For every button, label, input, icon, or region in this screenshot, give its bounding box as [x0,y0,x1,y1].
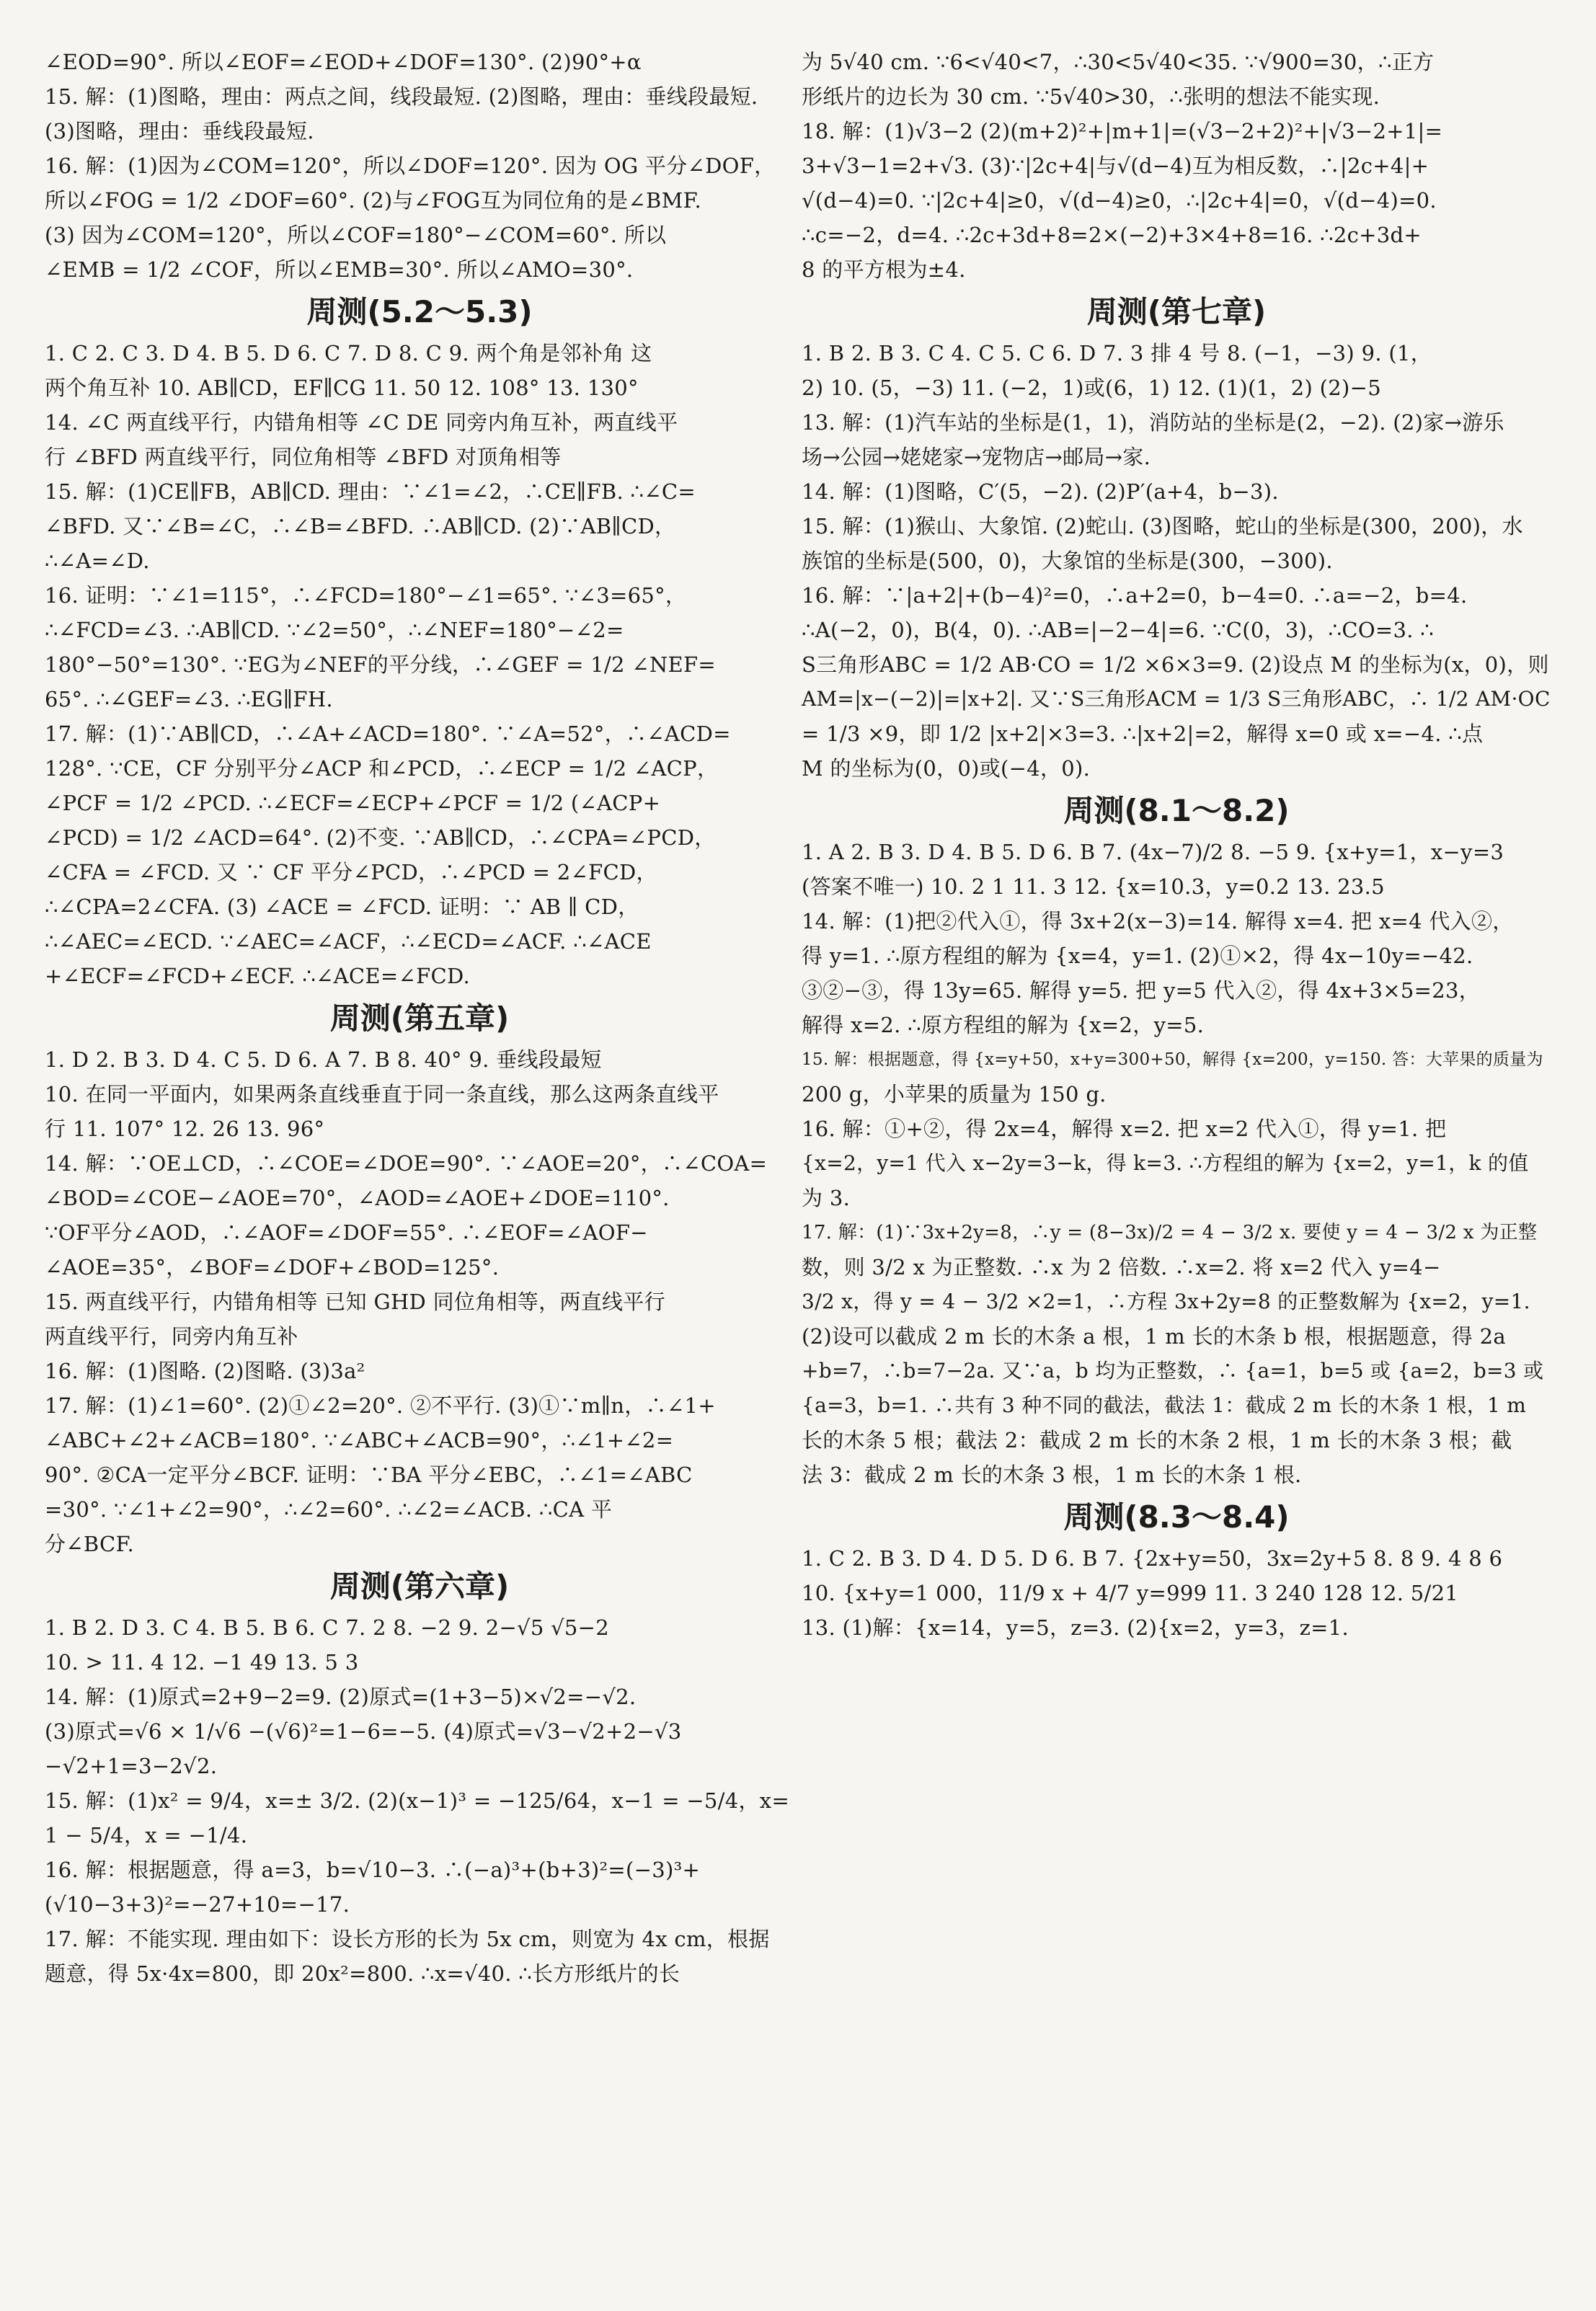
right-text-line: AM=|x−(−2)|=|x+2|. 又∵S三角形ACM = 1/3 S三角形ABC，∴ 1/2 AM·OC [802,687,1551,711]
left-text-line: ∠BFD. 又∵∠B=∠C，∴∠B=∠BFD. ∴AB∥CD. (2)∵AB∥CD， [45,514,676,538]
left-text-line: 行 ∠BFD 两直线平行，同位角相等 ∠BFD 对顶角相等 [45,445,562,469]
right-text-line: 17. 解：(1)∵3x+2y=8，∴y = (8−3x)/2 = 4 − 3/2 x. 要使 y = 4 − 3/2 x 为正整 [802,1222,1538,1243]
right-text-line: 1. B 2. B 3. C 4. C 5. C 6. D 7. 3 排 4 号 8. (−1，−3) 9. (1， [802,341,1432,365]
left-text-line: 128°. ∵CE，CF 分别平分∠ACP 和∠PCD，∴∠ECP = 1/2 ∠ACP， [45,756,719,781]
left-text-line: ∠CFA = ∠FCD. 又 ∵ CF 平分∠PCD，∴∠PCD = 2∠FCD， [45,860,657,884]
right-text-line: 15. 解：(1)猴山、大象馆. (2)蛇山. (3)图略，蛇山的坐标是(300，200)，水 [802,514,1523,538]
left-text-line: 10. 在同一平面内，如果两条直线垂直于同一条直线，那么这两条直线平 [45,1082,719,1106]
left-text-line: (3)图略，理由：垂线段最短. [45,119,314,143]
right-text-line: 10. {x+y=1 000，11/9 x + 4/7 y=999 11. 3 240 128 12. 5/21 [802,1581,1459,1605]
left-text-line: 1. C 2. C 3. D 4. B 5. D 6. C 7. D 8. C 9. 两个角是邻补角 这 [45,341,652,365]
right-text-line: 13. (1)解：{x=14，y=5，z=3. (2){x=2，y=3，z=1. [802,1615,1349,1640]
left-text-line: 14. ∠C 两直线平行，内错角相等 ∠C DE 同旁内角互补，两直线平 [45,410,678,435]
right-text-line: 长的木条 5 根；截法 2：截成 2 m 长的木条 2 根，1 m 长的木条 3 根；截 [802,1428,1512,1452]
right-text-line: {x=2，y=1 代入 x−2y=3−k，得 k=3. ∴方程组的解为 {x=2，y=1，k 的值 [802,1151,1529,1175]
right-text-line: 3+√3−1=2+√3. (3)∵|2c+4|与√(d−4)互为相反数，∴|2c+4|+ [802,154,1429,178]
right-text-line: 1. A 2. B 3. D 4. B 5. D 6. B 7. (4x−7)/2 8. −5 9. {x+y=1，x−y=3 [802,840,1504,864]
left-column [45,45,794,1991]
left-text-line: 17. 解：(1)∵AB∥CD，∴∠A+∠ACD=180°. ∵∠A=52°，∴∠ACD= [45,722,731,746]
left-text-line: 1. D 2. B 3. D 4. C 5. D 6. A 7. B 8. 40° 9. 垂线段最短 [45,1047,602,1072]
right-text-line: 16. 解：①+②，得 2x=4，解得 x=2. 把 x=2 代入①，得 y=1. 把 [802,1117,1447,1141]
left-text-line: +∠ECF=∠FCD+∠ECF. ∴∠ACE=∠FCD. [45,964,471,988]
right-text-line: S三角形ABC = 1/2 AB·CO = 1/2 ×6×3=9. (2)设点 M 的坐标为(x，0)，则 [802,652,1549,677]
right-text-line: M 的坐标为(0，0)或(−4，0). [802,756,1091,781]
right-text-line: 14. 解：(1)把②代入①，得 3x+2(x−3)=14. 解得 x=4. 把 x=4 代入②， [802,909,1514,933]
right-text-line: 法 3：截成 2 m 长的木条 3 根，1 m 长的木条 1 根. [802,1463,1302,1487]
left-section-heading: 周测(第五章) [329,1001,510,1036]
left-text-line: ∠PCF = 1/2 ∠PCD. ∴∠ECF=∠ECP+∠PCF = 1/2 (∠ACP+ [45,791,661,815]
right-text-line: {a=3，b=1. ∴共有 3 种不同的截法，截法 1：截成 2 m 长的木条 1 根，1 m [802,1393,1527,1417]
right-text-line: 18. 解：(1)√3−2 (2)(m+2)²+|m+1|=(√3−2+2)²+|√3−2+1|= [802,119,1443,143]
left-text-line: (3)原式=√6 × 1/√6 −(√6)²=1−6=−5. (4)原式=√3−√2+2−√3 [45,1719,682,1744]
left-text-line: ∴∠CPA=2∠CFA. (3) ∠ACE = ∠FCD. 证明：∵ AB ∥ CD， [45,895,639,919]
right-text-line: +b=7，∴b=7−2a. 又∵a，b 均为正整数，∴ {a=1，b=5 或 {a=2，b=3 或 [802,1359,1544,1383]
left-text-line: 65°. ∴∠GEF=∠3. ∴EG∥FH. [45,687,333,711]
right-text-line: 15. 解：根据题意，得 {x=y+50，x+y=300+50，解得 {x=200，y=150. 答：大苹果的质量为 [802,1050,1543,1069]
left-text-line: 17. 解：不能实现. 理由如下：设长方形的长为 5x cm，则宽为 4x cm，根据 [45,1927,770,1951]
left-section-heading: 周测(5.2～5.3) [306,294,533,329]
left-text-line: 180°−50°=130°. ∵EG为∠NEF的平分线，∴∠GEF = 1/2 ∠NEF= [45,652,717,677]
left-text-line: =30°. ∵∠1+∠2=90°，∴∠2=60°. ∴∠2=∠ACB. ∴CA 平 [45,1497,613,1522]
right-text-line: 形纸片的边长为 30 cm. ∵5√40>30，∴张明的想法不能实现. [802,84,1380,109]
left-text-line: ∴∠AEC=∠ECD. ∵∠AEC=∠ACF，∴∠ECD=∠ACF. ∴∠ACE [45,929,652,954]
left-text-line: 14. 解：(1)原式=2+9−2=9. (2)原式=(1+3−5)×√2=−√2. [45,1685,637,1709]
left-text-line: (√10−3+3)²=−27+10=−17. [45,1892,350,1917]
left-text-line: ∴∠FCD=∠3. ∴AB∥CD. ∵∠2=50°，∴∠NEF=180°−∠2= [45,618,624,642]
left-text-line: ∠EOD=90°. 所以∠EOF=∠EOD+∠DOF=130°. (2)90°+α [45,50,642,74]
left-text-line: 16. 解：根据题意，得 a=3，b=√10−3. ∴(−a)³+(b+3)²=(−3)³+ [45,1858,701,1882]
right-section-heading: 周测(8.1～8.2) [1063,793,1290,828]
right-text-line: = 1/3 ×9，即 1/2 |x+2|×3=3. ∴|x+2|=2，解得 x=0 或 x=−4. ∴点 [802,722,1484,746]
left-text-line: ∵OF平分∠AOD，∴∠AOF=∠DOF=55°. ∴∠EOF=∠AOF− [45,1220,648,1245]
left-text-line: 16. 解：(1)因为∠COM=120°，所以∠DOF=120°. 因为 OG 平分∠DOF， [45,154,776,178]
right-text-line: 3/2 x，得 y = 4 − 3/2 ×2=1，∴方程 3x+2y=8 的正整数解为 {x=2，y=1. [802,1290,1530,1313]
left-text-line: 10. > 11. 4 12. −1 49 13. 5 3 [45,1650,359,1675]
left-text-line: 15. 解：(1)图略，理由：两点之间，线段最短. (2)图略，理由：垂线段最短. [45,84,758,109]
right-text-line: 200 g，小苹果的质量为 150 g. [802,1082,1107,1106]
right-text-line: 数，则 3/2 x 为正整数. ∴x 为 2 倍数. ∴x=2. 将 x=2 代入 y=4− [802,1255,1441,1279]
right-text-line: 14. 解：(1)图略，C′(5，−2). (2)P′(a+4，b−3). [802,479,1279,504]
left-text-line: (3) 因为∠COM=120°，所以∠COF=180°−∠COM=60°. 所以 [45,223,667,247]
left-text-line: 16. 解：(1)图略. (2)图略. (3)3a² [45,1359,365,1383]
right-section-heading: 周测(8.3～8.4) [1063,1499,1290,1535]
right-text-line: 为 3. [802,1186,851,1210]
right-text-line: 为 5√40 cm. ∵6<√40<7，∴30<5√40<35. ∵√900=30，∴正方 [802,50,1435,74]
left-text-line: ∠ABC+∠2+∠ACB=180°. ∵∠ABC+∠ACB=90°，∴∠1+∠2= [45,1428,674,1452]
left-text-line: 16. 证明：∵∠1=115°，∴∠FCD=180°−∠1=65°. ∵∠3=65°， [45,583,687,608]
left-text-line: 两直线平行，同旁内角互补 [45,1324,298,1349]
left-text-line: 行 11. 107° 12. 26 13. 96° [45,1117,325,1141]
right-text-line: ∴A(−2，0)，B(4，0). ∴AB=|−2−4|=6. ∵C(0，3)，∴CO=3. ∴ [802,618,1435,642]
left-text-line: 15. 解：(1)x² = 9/4，x=± 3/2. (2)(x−1)³ = −125/64，x−1 = −5/4，x= [45,1788,790,1813]
right-text-line: 13. 解：(1)汽车站的坐标是(1，1)，消防站的坐标是(2，−2). (2)家→游乐 [802,410,1504,435]
left-text-line: 17. 解：(1)∠1=60°. (2)①∠2=20°. ②不平行. (3)①∵m∥n，∴∠1+ [45,1393,716,1418]
right-text-line: ③②−③，得 13y=65. 解得 y=5. 把 y=5 代入②，得 4x+3×5=23， [802,978,1481,1003]
left-text-line: 两个角互补 10. AB∥CD，EF∥CG 11. 50 12. 108° 13. 130° [45,376,639,400]
right-text-line: ∴c=−2，d=4. ∴2c+3d+8=2×(−2)+3×4+8=16. ∴2c+3d+ [802,223,1422,247]
right-text-line: 8 的平方根为±4. [802,257,966,282]
right-column [802,45,1551,1645]
left-text-line: ∴∠A=∠D. [45,549,150,573]
right-text-line: 场→公园→姥姥家→宠物店→邮局→家. [802,445,1151,469]
left-text-line: 15. 解：(1)CE∥FB，AB∥CD. 理由：∵∠1=∠2，∴CE∥FB. ∴∠C= [45,479,696,504]
right-text-line: 解得 x=2. ∴原方程组的解为 {x=2，y=5. [802,1013,1205,1037]
left-text-line: −√2+1=3−2√2. [45,1754,218,1778]
right-text-line: √(d−4)=0. ∵|2c+4|≥0，√(d−4)≥0，∴|2c+4|=0，√(d−4)=0. [802,188,1437,213]
left-text-line: ∠BOD=∠COE−∠AOE=70°，∠AOD=∠AOE+∠DOE=110°. [45,1186,670,1210]
left-text-line: ∠PCD) = 1/2 ∠ACD=64°. (2)不变. ∵AB∥CD，∴∠CPA=∠PCD， [45,825,716,850]
left-text-line: 分∠BCF. [45,1532,134,1556]
right-text-line: 16. 解：∵|a+2|+(b−4)²=0，∴a+2=0，b−4=0. ∴a=−2，b=4. [802,583,1468,608]
left-text-line: 1. B 2. D 3. C 4. B 5. B 6. C 7. 2 8. −2 9. 2−√5 √5−2 [45,1615,609,1640]
right-text-line: 族馆的坐标是(500，0)，大象馆的坐标是(300，−300). [802,549,1333,573]
left-text-line: 所以∠FOG = 1/2 ∠DOF=60°. (2)与∠FOG互为同位角的是∠BMF. [45,188,702,213]
left-text-line: 15. 两直线平行，内错角相等 已知 GHD 同位角相等，两直线平行 [45,1290,665,1314]
right-text-line: 得 y=1. ∴原方程组的解为 {x=4，y=1. (2)①×2，得 4x−10y=−42. [802,944,1473,968]
left-text-line: 14. 解：∵OE⊥CD，∴∠COE=∠DOE=90°. ∵∠AOE=20°，∴∠COA= [45,1151,768,1176]
left-text-line: 90°. ②CA一定平分∠BCF. 证明：∵BA 平分∠EBC，∴∠1=∠ABC [45,1463,693,1487]
left-text-line: 题意，得 5x·4x=800，即 20x²=800. ∴x=√40. ∴长方形纸片的长 [45,1961,680,1986]
right-text-line: (2)设可以截成 2 m 长的木条 a 根，1 m 长的木条 b 根，根据题意，得 2a [802,1324,1506,1349]
left-text-line: ∠AOE=35°，∠BOF=∠DOF+∠BOD=125°. [45,1255,500,1279]
right-section-heading: 周测(第七章) [1086,294,1267,329]
right-text-line: (答案不唯一) 10. 2 1 11. 3 12. {x=10.3，y=0.2 13. 23.5 [802,874,1385,899]
left-section-heading: 周测(第六章) [329,1569,510,1604]
right-text-line: 2) 10. (5，−3) 11. (−2，1)或(6，1) 12. (1)(1，2) (2)−5 [802,376,1381,400]
left-text-line: 1 − 5/4，x = −1/4. [45,1823,248,1848]
right-text-line: 1. C 2. B 3. D 4. D 5. D 6. B 7. {2x+y=50，3x=2y+5 8. 8 9. 4 8 6 [802,1546,1503,1571]
left-text-line: ∠EMB = 1/2 ∠COF，所以∠EMB=30°. 所以∠AMO=30°. [45,257,634,282]
